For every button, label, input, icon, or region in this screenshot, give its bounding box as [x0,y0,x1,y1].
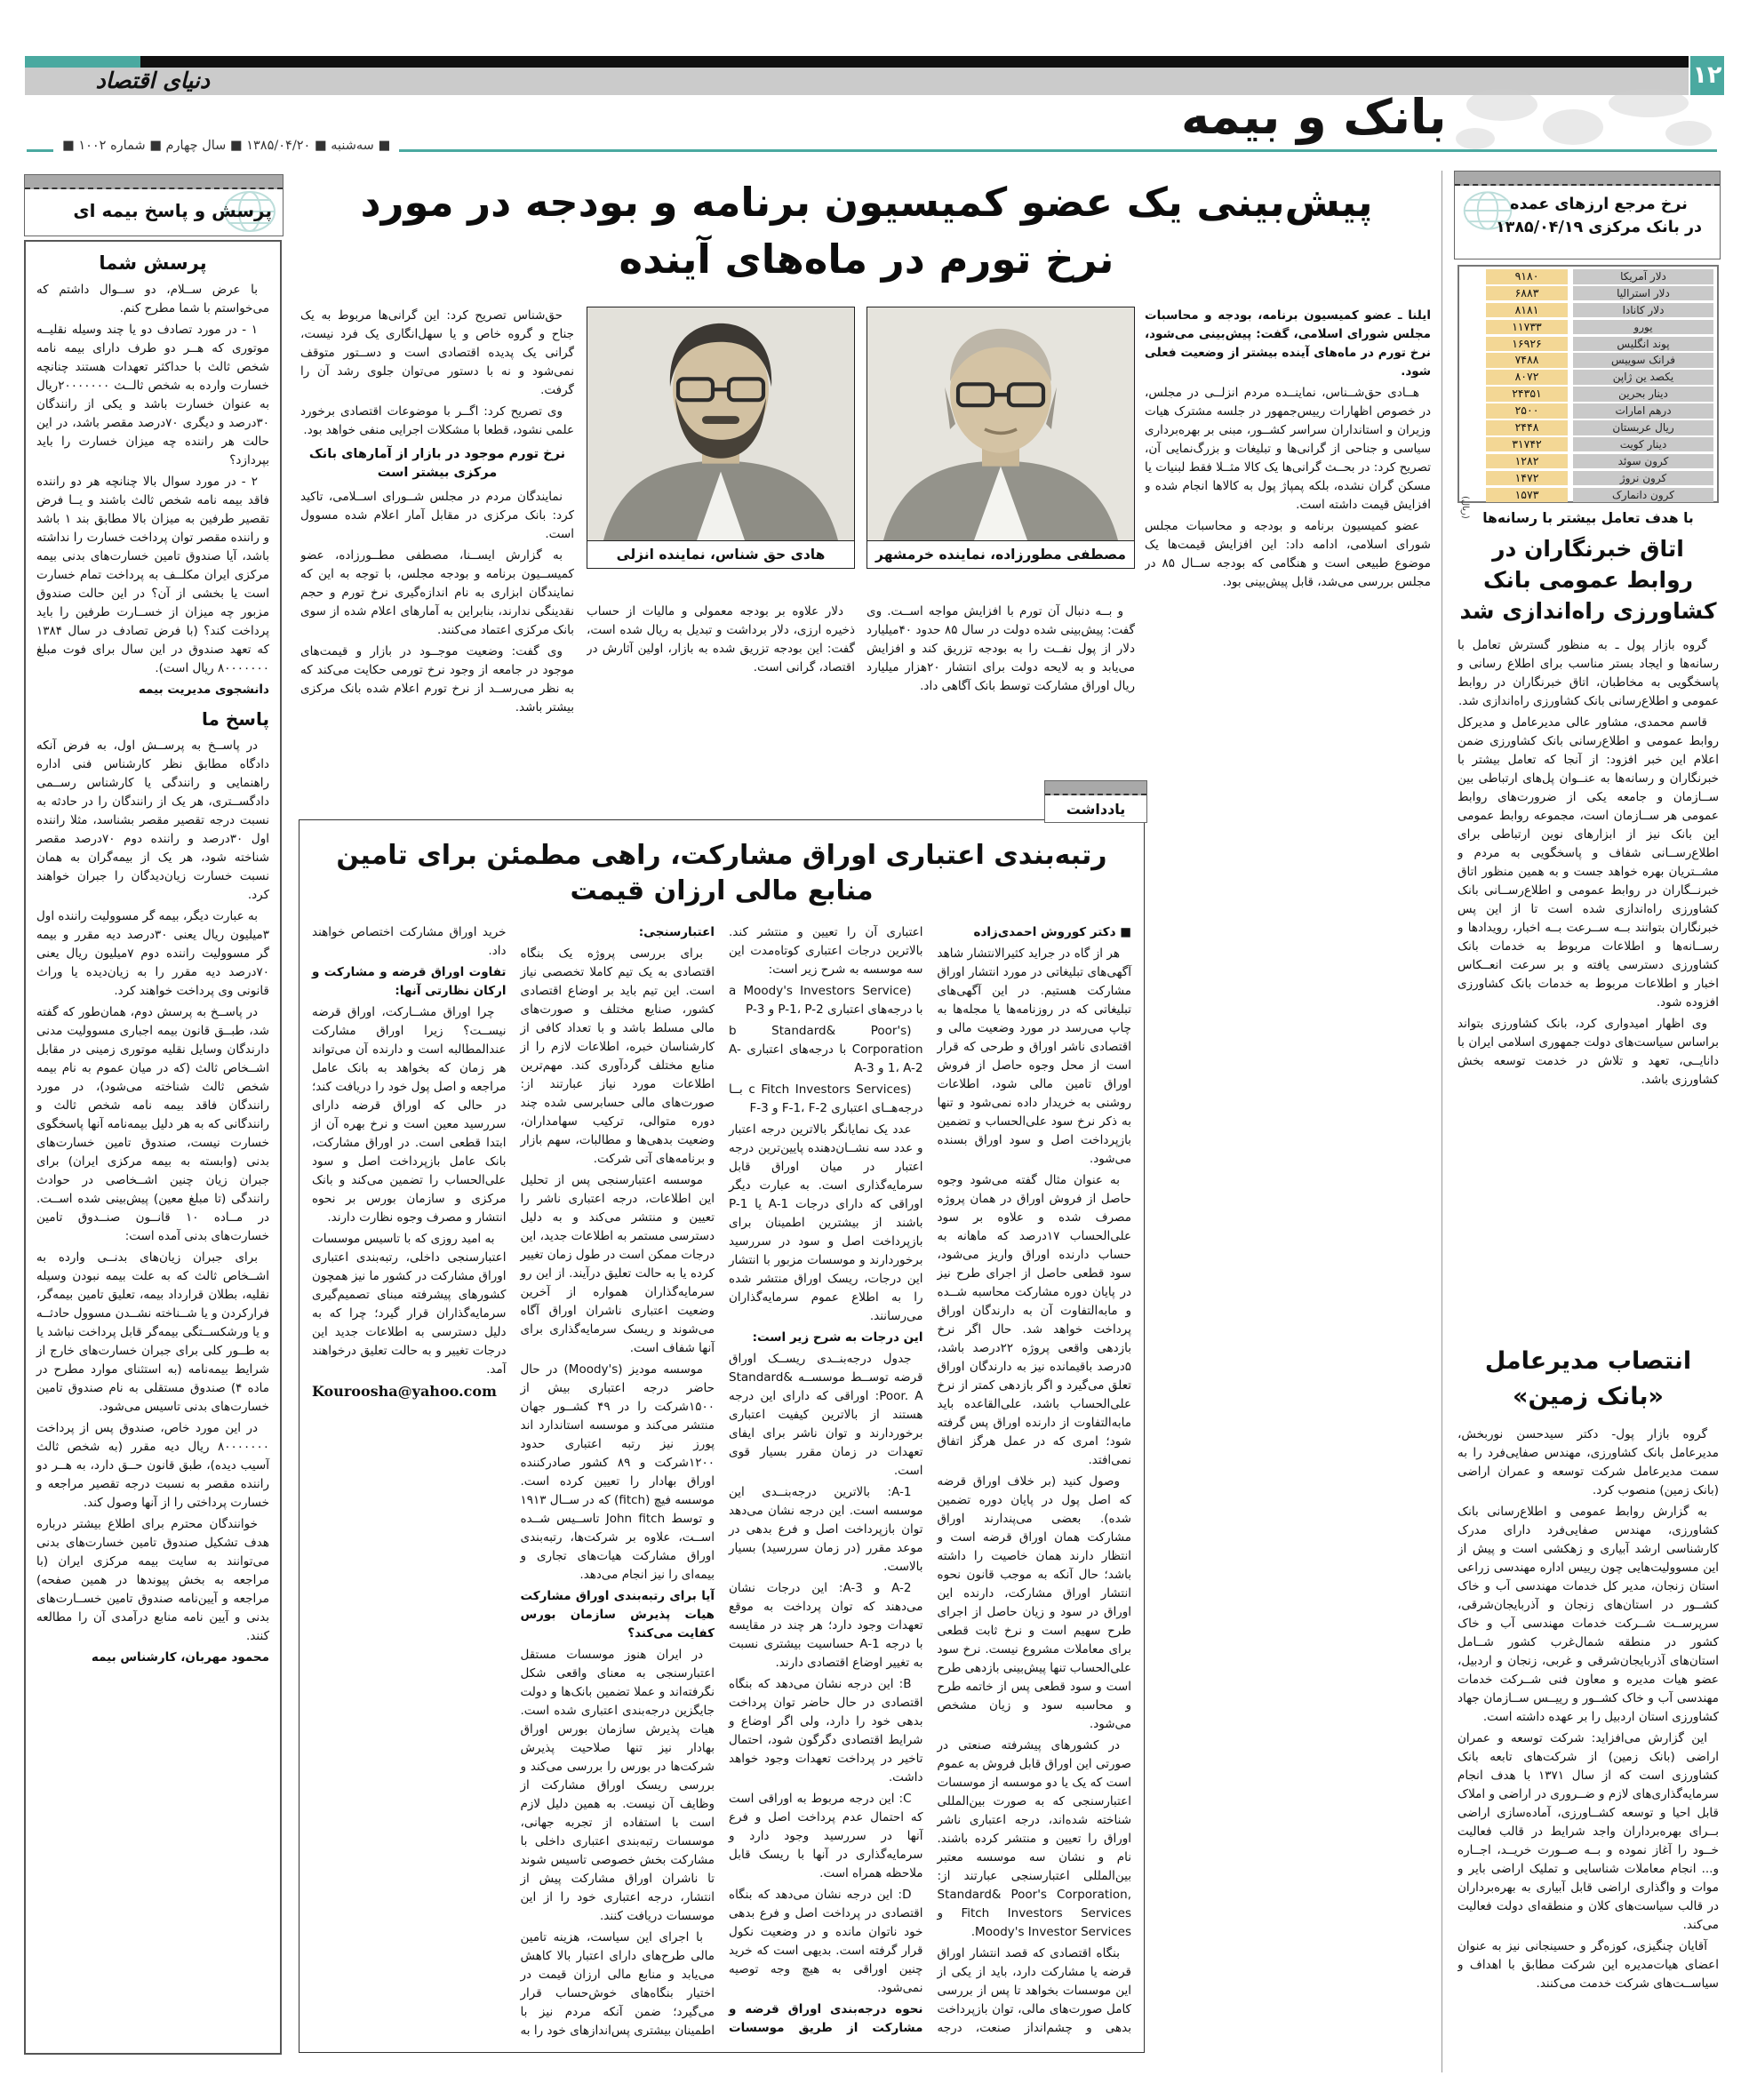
qa-header-gray-strip [25,175,283,189]
table-row [1475,269,1713,284]
article2-body [1457,1425,1719,2072]
currency-panel-header [1454,171,1721,260]
currency-value-cell: ۸۰۷۲ [1486,370,1568,385]
currency-name-cell: دلار کانادا [1573,303,1713,318]
currency-value-cell: ۳۱۷۴۲ [1486,437,1568,452]
paragraph: در ایران هنوز موسسات مستقل اعتبارسنجی به معنای واقعی شکل نگرفته‌اند و عملا تضمین بانک‌ها و دولت جایگزین درجه‌بندی اعتباری شده است. هیات پذیرش سازمان بورس اوراق بهادار نیز تنها صلاحیت پذیرش شرکت‌ها در بورس را بررسی می‌کند و بررسی ریسک اوراق مشارکت از وظایف آن نیست. به همین دلیل لازم است با استفاده از تجربه جهانی، موسسات رتبه‌بندی اعتباری داخلی با مشارکت بخش خصوصی تاسیس شوند تا ناشران اوراق مشارکت پیش از انتشار، درجه اعتباری خود را از این موسسات دریافت کنند. [520,1648,715,1923]
paragraph: عدد یک نمایانگر بالاترین درجه اعتبار و عدد سه نشــان‌دهنده پایین‌ترین درجه اعتبار در میان اوراق قابل سرمایه‌گذاری است. به عبارت دیگر اوراقی که دارای درجات A-1 یا P-1 باشند از بیشترین اطمینان برای بازپرداخت اصل و سود در سررسید برخوردارند و موسسات مزبور با انتشار این درجات، ریسک اوراق منتشر شده را به اطلاع عموم سرمایه‌گذاران می‌رسانند. [729,1122,923,1323]
paragraph: D: این درجه نشان می‌دهد که بنگاه اقتصادی در پرداخت اصل و فرع بدهی خود ناتوان مانده و در وضعیت نکول قرار گرفته است. بدیهی است که خرید چنین اوراقی به هیچ وجه توصیه نمی‌شود. [729,1888,923,1995]
section-title: بانک و بیمه [1181,89,1447,145]
currency-title-line1: نرخ مرجع ارزهای عمده [1510,196,1688,213]
currency-name-cell: فرانک سوییس [1573,353,1713,368]
qa-question-body [36,281,269,699]
paragraph: هــادی حق‌شــناس، نماینــده مردم انزلــی در مجلس، در خصوص اظهارات رییس‌جمهور در جلسه مشترک هیات وزیران و استانداران سراسر کشــور، مبنی بر بهره‌برداری سیاسی و جناحی از گرانی‌ها و تبلیغات و بزرگ‌نمایی آن، تصریح کرد: در بحــث گرانی‌ها یک کالا مثــلا فقط لبنیات یا مسکن گران نشده، بلکه پمپاژ پول به کالاها انجام شده و افزایش قیمت داشته است. [1145,386,1431,512]
cell-gap [1568,387,1573,402]
cell-gap [1568,403,1573,419]
currency-title-line2: در بانک مرکزی ۱۳۸۵/۰۴/۱۹ [1495,219,1703,236]
table-row [1475,337,1713,352]
cell-gap [1568,337,1573,352]
paragraph: وی تصریح کرد: اگــر با موضوعات اقتصادی برخورد علمی نشود، قطعا با مشکلات اجرایی منفی خواهد بود. [300,404,574,437]
paragraph: برای جبران زیان‌های بدنــی وارده به اشــخاص ثالث که به علت بیمه نبودن وسیله نقلیه، بطلان قرارداد بیمه، تعلیق تامین بیمه‌گر، فرارکردن و یا شــناخته نشــدن مسوول حادثــه و یا ورشکســتگی بیمه‌گر قابل پرداخت نباشد یا به طــور کلی برای جبران خسارت‌های خارج از شرایط بیمه‌نامه (به استثنای موارد مطرح در ماده ۴) صندوق مستقلی به نام صندوق تامین خسارت‌های بدنی تاسیس می‌شود. [36,1250,269,1414]
headline-line: انتصاب مدیرعامل [1484,1347,1692,1375]
currency-value-cell: ۱۴۷۲ [1486,471,1568,486]
paragraph: این گزارش می‌افزاید: شرکت توسعه و عمران اراضی (بانک زمین) از شرکت‌های تابعه بانک کشاورزی است که از سال ۱۳۷۱ با هدف انجام سرمایه‌گذاری‌های لازم و ضــروری در اراضی و املاک قابل احیا و توسعه کشــاورزی، آماده‌سازی اراضی بــرای بهره‌برداران واجد شرایط در قالب فعالیت خــود را آغاز نموده و بــه صــورت خریــد، اجــاره و... انجام معاملات شناسایی و تملیک اراضی بایر و موات و واگذاری اراضی قابل آبیاری به بهره‌برداران در قالب سیاست‌های کلان و منطقه‌ای دولت فعالیت می‌کند. [1457,1731,1719,1932]
table-row [1475,370,1713,385]
currency-name-cell: درهم امارات [1573,403,1713,419]
paragraph: ■ دکتر کوروش احمدی‌زاده [973,925,1131,939]
paragraph: چرا اوراق مشــارکت، اوراق قرضه نیســت؟ زیرا اوراق مشارکت عندالمطالبه است و دارنده آن می‌تواند هر زمان که بخواهد به بانک عامل مراجعه و اصل پول خود را دریافت کند؛ در حالی که اوراق قرضه دارای سررسید معین است و نرخ بهره آن از ابتدا قطعی است. در اوراق مشارکت، بانک عامل بازپرداخت اصل و سود علی‌الحساب را تضمین می‌کند و بانک مرکزی و سازمان بورس بر نحوه انتشار و مصرف وجوه نظارت دارند. [312,1005,507,1225]
table-row [1475,320,1713,335]
paragraph: C: این درجه مربوط به اوراقی است که احتمال عدم پرداخت اصل و فرع آنها در سررسید وجود دارد و سرمایه‌گذاری در آنها با ریسک قابل ملاحظه همراه است. [729,1792,923,1880]
currency-value-cell: ۶۸۸۳ [1486,286,1568,301]
headline-line: «بانک زمین» [1513,1383,1664,1410]
currency-value-cell: ۸۱۸۱ [1486,303,1568,318]
currency-name-cell: دینار بحرین [1573,387,1713,402]
table-row [1475,471,1713,486]
currency-name-cell: کرون سوئد [1573,454,1713,469]
paragraph: قاسم محمدی، مشاور عالی مدیرعامل و مدیرکل روابط عمومی و اطلاع‌رسانی بانک کشاورزی ضمن اعلام این خبر افزود: از آنجا که تعامل بیشتر با خبرنگاران و رسانه‌ها به عنــوان پل‌های ارتباطی بین ســازمان و جامعه یکی از ضرورت‌های روابط عمومی هر ســازمان است، مجموعه روابط عمومی این بانک نیز از ابزارهای نوین ارتباطی برای اطلاع‌رســانی شفاف و پاسخگویی به مردم و مشــتریان بهره خواهد جست و به همین منظور اتاق خبرنــگاران در روابط عمومی و اطلاع‌رســانی بانک کشاورزی راه‌اندازی شده است تا از این پس خبرنگاران بتوانند بــه ســرعت بــه اخبار، رویدادها و رســانه‌ها و اطلاعات مربوط به خدمات بانک کشاورزی دسترسی یافته و بر سرعت انعــکاس اخبار و اطلاعات مربوط به خدمات بانک کشاورزی افزوده شود. [1457,715,1719,1010]
paragraph: در پاســخ به پرسش دوم، همان‌طور که گفته شد، طبــق قانون بیمه اجباری مسوولیت مدنی دارندگان وسایل نقلیه موتوری زمینی در مقابل اشــخاص ثالث (که در میان عموم به نام بیمه شخص ثالث شناخته می‌شود)، در مورد رانندگان فاقد بیمه نامه شخص ثالث و رانندگانی که به هر دلیل بیمه‌نامه آنها پاسخگوی خسارت نیست، صندوق تامین خسارت‌های بدنی (وابسته به بیمه مرکزی ایران) برای جبران زیان چنین اشــخاصی در حوادث رانندگی (تا مبلغ معین) پیش‌بینی شده اســت. در مــاده ۱۰ قانــون صنــدوق تامین خسارت‌های بدنی آمده است: [36,1005,270,1243]
paragraph: B: این درجه نشان می‌دهد که بنگاه اقتصادی در حال حاضر توان پرداخت بدهی خود را دارد، ولی اگر اوضاع و شرایط اقتصادی دگرگون شود، احتمال تاخیر در پرداخت تعهدات وجود خواهد داشت. [729,1677,923,1785]
paragraph: با عرض ســلام، دو ســوال داشتم که می‌خواستم با شما مطرح کنم. [36,283,269,315]
paragraph: نحوه درجه‌بندی اوراق قرضه و مشارکت از طریق موسسات اعتبارسنجی: [638,925,923,2035]
paragraph: این درجات به شرح زیر است: [752,1330,923,1345]
paragraph: هر از گاه در جراید کثیرالانتشار شاهد آگهی‌های تبلیغاتی در مورد انتشار اوراق مشارکت هستیم. در این آگهی‌های تبلیغاتی که در روزنامه‌ها یا مجله‌ها به چاپ می‌رسد در مورد وضعیت مالی و اقتصادی ناشر اوراق و طرحی که قرار است از محل وجوه حاصل از فروش اوراق تامین مالی شود، اطلاعات روشنی به خریدار داده نمی‌شود و تنها به ذکر نرخ سود علی‌الحساب و تضمین بازپرداخت اصل و سود اوراق بسنده می‌شود. [937,946,1131,1166]
paragraph: وصول کنید (بر خلاف اوراق قرضه که اصل پول در پایان دوره تضمین شده). بعضی می‌پندارند اوراق مشارکت همان اوراق قرضه است و انتظار دارند همان خاصیت را داشته باشد؛ حال آنکه به موجب قانون نحوه انتشار اوراق مشارکت، دارنده این اوراق در سود و زیان حاصل از اجرای طرح سهیم است و نرخ ثابت قطعی برای معاملات مشروع نیست. نرخ سود علی‌الحساب تنها پیش‌بینی بازدهی طرح است و سود قطعی پس از خاتمه طرح و محاسبه سود و زیان مشخص می‌شود. [937,1474,1131,1731]
paragraph: موسسه مودیز (Moody's) در حال حاضر درجه اعتباری بیش از ۱۵۰۰شرکت را در ۴۹ کشــور جهان منتشر می‌کند و موسسه استاندارد اند پورز نیز رتبه اعتباری حدود ۱۲۰۰شرکت و ۸۹ کشور صادرکننده اوراق بهادار را تعیین کرده است. موسسه فیچ (fitch) که در ســال ۱۹۱۳ و توسط John fitch تاســیس شــده اســت، علاوه بر شرکت‌ها، رتبه‌بندی اوراق مشارکت هیات‌های تجاری و بیمه‌ای را نیز انجام می‌دهد. [520,1362,715,1582]
date-line: ■ سه‌شنبه ■ ۱۳۸۵/۰۴/۲۰ ■ سال چهارم ■ شماره ۱۰۰۲ ■ [53,139,399,153]
table-row [1475,387,1713,402]
page-number-badge: ۱۲ [1690,56,1724,95]
photo-motavarzadeh [867,307,1135,569]
cell-gap [1568,269,1573,284]
cell-gap [1568,303,1573,318]
currency-header-gray-strip [1455,172,1720,186]
paragraph: برای بررسی پروژه یک بنگاه اقتصادی به یک تیم کاملا تخصصی نیاز است. این تیم باید بر اوضاع اقتصادی کشور، صنایع مختلف و صورت‌های مالی مسلط باشد و با تعداد کافی از کارشناسان خبره، اطلاعات لازم را از منابع مختلف گردآوری کند. مهم‌ترین اطلاعات مورد نیاز عبارتند از: صورت‌های مالی حسابرسی شده چند دوره متوالی، ترکیب سهامداران، وضعیت بدهی‌ها و مطالبات، سهم بازار و برنامه‌های آتی شرکت. [520,946,715,1166]
photo-caption: مصطفی مطورزاده، نماینده خرمشهر [867,540,1134,568]
table-row [1475,286,1713,301]
note-article-body [312,923,1131,2048]
paragraph: موسسه اعتبارسنجی پس از تحلیل این اطلاعات، درجه اعتباری ناشر را تعیین و منتشر می‌کند و به دلیل دسترسی مستمر به اطلاعات جدید، این درجات ممکن است در طول زمان تغییر کرده یا به حالت تعلیق درآیند. از این رو سرمایه‌گذاران همواره از آخرین وضعیت اعتباری ناشران اوراق آگاه می‌شوند و ریسک سرمایه‌گذاری برای آنها شفاف است. [520,1173,715,1355]
paragraph: جدول درجه‌بنــدی ریســک اوراق قرضه توســط موسســه Standard& Poor. A: اوراقی که دارای این درجه هستند از بالاترین کیفیت اعتباری برخوردارند و توان ناشر برای ایفای تعهدات در زمان مقرر بسیار قوی است. [729,1352,923,1478]
article2-headline [1457,1344,1719,1415]
paragraph: حق‌شناس تصریح کرد: این گرانی‌ها مربوط به یک جناح و گروه خاص و یا سهل‌انگاری یک فرد نیست، گرانی یک پدیده اقتصادی است و دســتور متوقف نمی‌شود و نه با دستور می‌توان جلوی رشد آن را گرفت. [300,308,574,397]
qa-answer-body [36,737,269,1667]
paragraph: (b Standard& Poor's Corporation با درجه‌های اعتباری A-1، A-2 و A-3 [729,1024,923,1075]
cell-gap [1568,353,1573,368]
currency-name-cell: یورو [1573,320,1713,335]
paragraph: وی گفت: وضعیت موجــود در بازار و قیمت‌های موجود در جامعه از وجود نرخ تورمی حکایت می‌کند که به نظر می‌رســد از نرخ تورم اعلام شده بانک مرکزی بیشتر باشد. [300,644,574,715]
qa-answer-heading: پاسخ ما [202,708,269,730]
paragraph: خوانندگان محترم برای اطلاع بیشتر درباره هدف تشکیل صندوق تامین خسارت‌های بدنی می‌توانند به سایت بیمه مرکزی ایران (با مراجعه به بخش پیوندها در همین صفحه) مراجعه و آیین‌نامه صندوق تامین خســارت‌های بدنی و آیین نامه منابع درآمدی آن را مطالعه کنند. [36,1517,269,1643]
paragraph: تفاوت اوراق قرضه و مشارکت و ارکان نظارتی آنها: [312,965,507,998]
cell-gap [1568,454,1573,469]
article1-body [1457,636,1719,1338]
paragraph: به عنوان مثال گفته می‌شود وجوه حاصل از فروش اوراق در همان پروژه مصرف شده و علاوه بر سود علی‌الحساب ۱۷درصد که ماهانه به حساب دارنده اوراق واریز می‌شود، سود قطعی حاصل از اجرای طرح نیز در پایان دوره مشارکت محاسبه شــده و مابه‌التفاوت آن به دارندگان اوراق پرداخت خواهد شد. حال اگر نرخ بازدهی واقعی پروژه ۲۲درصد باشد، ۵درصد باقیمانده نیز به دارندگان اوراق تعلق می‌گیرد و اگر بازدهی کمتر از نرخ علی‌الحساب باشد، علی‌القاعده باید مابه‌التفاوت از دارنده اوراق پس گرفته شود؛ امری که در عمل هرگز اتفاق نمی‌افتد. [937,1173,1132,1467]
qa-panel-header [24,174,284,236]
qa-question-heading: پرسش شما [99,252,207,274]
cell-gap [1568,437,1573,452]
paragraph: ۲ - در مورد سوال بالا چنانچه هر دو راننده فاقد بیمه نامه شخص ثالث باشند و یــا فرض تقصیر طرفین به میزان بالا مطابق بند ۱ باشد و راننده مقصر توان پرداخت خسارت را نداشته باشد، آیا صندوق تامین خسارت‌های بدنی بیمه مرکزی ایران مکلــف به پرداخت تمام خسارت است یا بخشی از آن؟ در این حالت صندوق مزبور چه میزان از خســارت طرفین را باید پرداخت کند؟ (با فرض تصادف در سال ۱۳۸۴ که تعهد صندوق در این سال برای فوت مبلغ ۸۰۰۰۰۰۰۰ ریال است). [36,475,270,675]
paragraph: آیا برای رتبه‌بندی اوراق مشارکت هیات پذیرش سازمان بورس کفایت می‌کند؟ [520,1589,715,1641]
cell-gap [1568,488,1573,503]
table-row [1475,353,1713,368]
paragraph: به گزارش ایســنا، مصطفی مطــورزاده، عضو کمیســیون برنامه و بودجه مجلس، با توجه به این که نمایندگان ابزاری به نام اندازه‌گیری نرخ تورم و حجم نقدینگی ندارند، بنابراین به آمارهای اعلام شده از سوی بانک مرکزی اعتماد می‌کنند. [300,548,574,637]
lead-headline-line1: پیش‌بینی یک عضو کمیسیون برنامه و بودجه در مورد [360,179,1373,226]
headline-line: روابط عمومی بانک [1482,567,1694,593]
headline-line: کشاورزی راه‌اندازی شد [1459,598,1717,624]
table-row [1475,303,1713,318]
photo-haghshenas [587,307,855,569]
paragraph: گروه بازار پول- دکتر سیدحسن نوربخش، مدیرعامل بانک کشاورزی، مهندس صفایی‌فرد را به سمت مدیرعامل شرکت توسعه و عمران اراضی (بانک زمین) منصوب کرد. [1457,1427,1719,1497]
table-row [1475,437,1713,452]
currency-value-cell: ۱۱۷۳۳ [1486,320,1568,335]
paragraph: عضو کمیسیون برنامه و بودجه و محاسبات مجلس شورای اسلامی، ادامه داد: این افزایش قیمت‌ها یک موضوع طبیعی است و هنگامی که بودجه ســال ۸۵ در مجلس بررسی می‌شد، قابل پیش‌بینی بود. [1145,519,1431,589]
paragraph: بنگاه اقتصادی که قصد انتشار اوراق قرضه یا مشارکت دارد، باید از یکی از این موسسات بخواهد تا پس از بررسی کامل صورت‌های مالی، توان بازپرداخت بدهی و چشم‌انداز صنعت، درجه اعتباری آن را تعیین و منتشر کند. بالاترین درجات اعتباری کوتاه‌مدت این سه موسسه به شرح زیر است: [729,925,1131,2035]
table-row [1475,454,1713,469]
paragraph: A-2 و A-3: این درجات نشان می‌دهند که توان پرداخت به موقع تعهدات وجود دارد؛ هر چند در مقایسه با درجه A-1 حساسیت بیشتری نسبت به تغییر اوضاع اقتصادی دارند. [729,1581,923,1670]
paragraph: Kouroosha@yahoo.com [312,1383,497,1400]
paragraph: ایلنا ـ عضو کمیسیون برنامه، بودجه و محاسبات مجلس شورای اسلامی، گفت: پیش‌بینی می‌شود، نرخ تورم در ماه‌های آینده بیشتر از وضعیت فعلی شود. [1145,308,1431,379]
paragraph: در کشورهای پیشرفته صنعتی در صورتی این اوراق قابل فروش به عموم است که یک یا دو موسسه از موسسات اعتبارسنجی که به صورت بین‌المللی شناخته شده‌اند، درجه اعتباری ناشر اوراق را تعیین و منتشر کرده باشند. نام و نشان سه موسسه معتبر بین‌المللی اعتبارسنجی عبارتند از: Standard& Poor's Corporation, Fitch Investors Services و Moody's Investor Services. [937,1738,1131,1939]
cell-gap [1568,370,1573,385]
qa-box-title: پرسش و پاسخ بیمه ای [73,200,272,221]
currency-name-cell: کرون دانمارک [1573,488,1713,503]
paragraph: در این مورد خاص، صندوق پس از پرداخت ۸۰۰۰۰۰۰۰ ریال دیه مقرر (به شخص ثالث آسیب دیده)، طبق قانون حــق دارد، به هــر دو راننده مقصر به نسبت درجه تقصیر مراجعه و خسارت پرداختی را از آنها وصول کند. [36,1421,269,1510]
photo-caption: هادی حق شناس، نماینده انزلی [587,540,854,568]
currency-name-cell: ریال عربستان [1573,420,1713,435]
paragraph: دلار علاوه بر بودجه معمولی و مالیات از حساب ذخیره ارزی، دلار برداشت و تبدیل به ریال شده است، گفت: این بودجه تزریق شده به بازار، اولین آثارش در اقتصاد، گرانی است. [587,604,855,675]
currency-value-cell: ۱۲۸۲ [1486,454,1568,469]
paragraph: به عبارت دیگر، بیمه گر مسوولیت راننده اول ۳میلیون ریال یعنی ۳۰درصد دیه مقرر و بیمه گر مسوولیت راننده دوم ۷میلیون ریال یعنی ۷۰درصد دیه مقرر را به زیان‌دیده یا وراث قانونی وی پرداخت خواهند کرد. [36,909,269,998]
masthead-teal-accent [25,56,140,68]
portrait-bearded-man-icon [587,307,854,540]
currency-value-cell: ۲۴۴۸ [1486,420,1568,435]
currency-unit-label: (ریال) [1460,496,1470,519]
table-row [1475,403,1713,419]
lead-article-col1 [1145,307,1431,773]
qa-box [24,240,282,2055]
cell-gap [1568,471,1573,486]
note-label: یادداشت [1066,801,1126,818]
currency-name-cell: دلار آمریکا [1573,269,1713,284]
paragraph: به گزارش روابط عمومی و اطلاع‌رسانی بانک کشاورزی، مهندس صفایی‌فرد دارای مدرک کارشناسی ارشد آبیاری و زهکشی است و پیش از این مسوولیت‌هایی چون رییس اداره مهندسی زراعی استان زنجان، مدیر کل خدمات مهندسی آب و خاک کشــور در استان‌های زنجان و آذربایجان‌شرقی، سرپرســت شــرکت خدمات مهندسی آب و خاک کشور در منطقه شمال‌غرب کشور شــامل استان‌های آذربایجان‌شرقی و غربی، زنجان و اردبیل، عضو هیات مدیره و معاون فنی شــرکت خدمات مهندسی آب و خاک کشــور و رییــس ســازمان جهاد کشاورزی استان اردبیل را بر عهده داشته است. [1457,1505,1719,1724]
cell-gap [1568,420,1573,435]
paragraph: نمایندگان مردم در مجلس شــورای اســلامی، تاکید کرد: بانک مرکزی در مقابل آمار اعلام شده مسوول است. [300,490,574,541]
paragraph: وی اظهار امیدواری کرد، بانک کشاورزی بتواند براساس سیاست‌های دولت جمهوری اسلامی ایران با دانایــی، تعهد و تلاش در خدمت توسعه بخش کشاورزی باشد. [1457,1017,1719,1087]
cell-gap [1568,320,1573,335]
currency-name-cell: یکصد ین ژاپن [1573,370,1713,385]
paragraph: آقایان چنگیزی، کوزه‌گر و حسینجانی نیز به عنوان اعضای هیات‌مدیره این شرکت مطابق با اهداف و سیاســت‌های شرکت خدمت می‌کنند. [1457,1939,1719,1991]
currency-value-cell: ۹۱۸۰ [1486,269,1568,284]
masthead-black-bar [25,56,1689,68]
note-article-box [299,819,1145,2053]
paragraph: دانشجوی مدیریت بیمه [138,683,269,697]
cell-gap [1568,286,1573,301]
lead-article-col2 [867,603,1135,771]
lead-article-col4 [300,307,574,773]
paragraph: و بــه دنبال آن تورم با افزایش مواجه اســت. وی گفت: پیش‌بینی شده دولت در سال ۸۵ حدود ۴۰میلیارد دلار از پول نفــت را به بودجه تزریق کند و افزایش می‌یابد و به لایحه دولت برای انتشار ۲۰هزار میلیارد ریال اوراق مشارکت توسط بانک آگاهی داد. [867,604,1135,693]
currency-value-cell: ۲۵۰۰ [1486,403,1568,419]
currency-rows [1475,269,1713,502]
lead-article-col3 [587,603,855,771]
article1-headline [1457,533,1719,627]
paragraph: در پاســخ به پرســش اول، به فرض آنکه دادگاه مطابق نظر کارشناس فنی اداره راهنمایی و رانندگی یا کارشناس رســمی دادگســتری، هر یک از رانندگان را در حادثه به نسبت درجه تقصیر مقصر بشناسد، مثلا راننده اول ۳۰درصد و راننده دوم ۷۰درصد مقصر شناخته شود، هر یک از بیمه‌گران به همان نسبت خسارت زیان‌دیدگان را جبران خواهند کرد. [36,739,269,902]
article1-kicker: با هدف تعامل بیشتر با رسانه‌ها [1482,510,1694,526]
headline-line: اتاق خبرنگاران در [1492,536,1684,562]
note-article-title: رتبه‌بندی اعتباری اوراق مشارکت، راهی مطمئن برای تامین منابع مالی ارزان قیمت [336,840,1107,906]
lead-headline-line2: نرخ تورم در ماه‌های آینده [619,236,1114,283]
currency-value-cell: ۱۵۷۳ [1486,488,1568,503]
paragraph: به امید روزی که با تاسیس موسسات اعتبارسنجی داخلی، رتبه‌بندی اعتباری اوراق مشارکت در کشور ما نیز همچون کشورهای پیشرفته مبنای تصمیم‌گیری سرمایه‌گذاران قرار گیرد؛ چرا که به دلیل دسترسی به اطلاعات جدید این درجات تغییر و به حالت تعلیق درخواهند آمد. [312,1232,507,1377]
currency-name-cell: دینار کویت [1573,437,1713,452]
paragraph: محمود مهربان، کارشناس بیمه [91,1650,269,1665]
paragraph: (a Moody's Investors Service با درجه‌های اعتباری P-1، P-2 و P-3 [729,984,923,1017]
currency-value-cell: ۷۴۸۸ [1486,353,1568,368]
currency-value-cell: ۱۶۹۲۶ [1486,337,1568,352]
note-label-gray-strip [1045,781,1146,795]
currency-name-cell: کرون نروژ [1573,471,1713,486]
paragraph: گروه بازار پول ـ به منظور گسترش تعامل با رسانه‌ها و ایجاد بستر مناسب برای اطلاع رسانی و پاسخگویی به مخاطبان، اتاق خبرنگاران در روابط عمومی و اطلاع‌رسانی بانک کشاورزی راه‌اندازی شد. [1457,638,1719,708]
portrait-bald-man-icon [867,307,1134,540]
table-row [1475,488,1713,503]
currency-value-cell: ۲۴۳۵۱ [1486,387,1568,402]
table-row [1475,420,1713,435]
paper-nameplate: دنیای اقتصاد [95,68,210,93]
paragraph: A-1: بالاترین درجه‌بنــدی این موسسه است. این درجه نشان می‌دهد توان بازپرداخت اصل و فرع بدهی در موعد مقرر (در زمان سررسید) بسیار بالاست. [729,1485,923,1574]
paragraph: (c Fitch Investors Services بــا درجه‌هــای اعتباری F-1، F-2 و F-3 [729,1082,923,1115]
currency-name-cell: پوند انگلیس [1573,337,1713,352]
currency-name-cell: دلار استرالیا [1573,286,1713,301]
paragraph: نرخ تورم موجود در بازار از آمارهای بانک مرکزی بیشتر است [308,447,566,480]
paragraph: ۱ - در مورد تصادف دو یا چند وسیله نقلیــه موتوری که هــر دو طرف دارای بیمه نامه شخص ثالث با حداکثر تعهدات هستند چنانچه خسارت وارده به شخص ثالــث ۲۰۰۰۰۰۰۰ریال به عنوان خسارت باشد و یکی از رانندگان ۳۰درصد و دیگری ۷۰درصد مقصر باشد، در این حالت هر راننده چه میزان خسارت را باید بپردازد؟ [36,323,269,467]
note-label-box [1044,780,1147,823]
paragraph: با اجرای این سیاست، هزینه تامین مالی طرح‌های دارای اعتبار بالا کاهش می‌یابد و منابع مالی ارزان قیمت در اختیار بنگاه‌های خوش‌حساب قرار می‌گیرد؛ ضمن آنکه مردم نیز با اطمینان بیشتری پس‌اندازهای خود را به خرید اوراق مشارکت اختصاص خواهند داد. [312,925,715,2038]
